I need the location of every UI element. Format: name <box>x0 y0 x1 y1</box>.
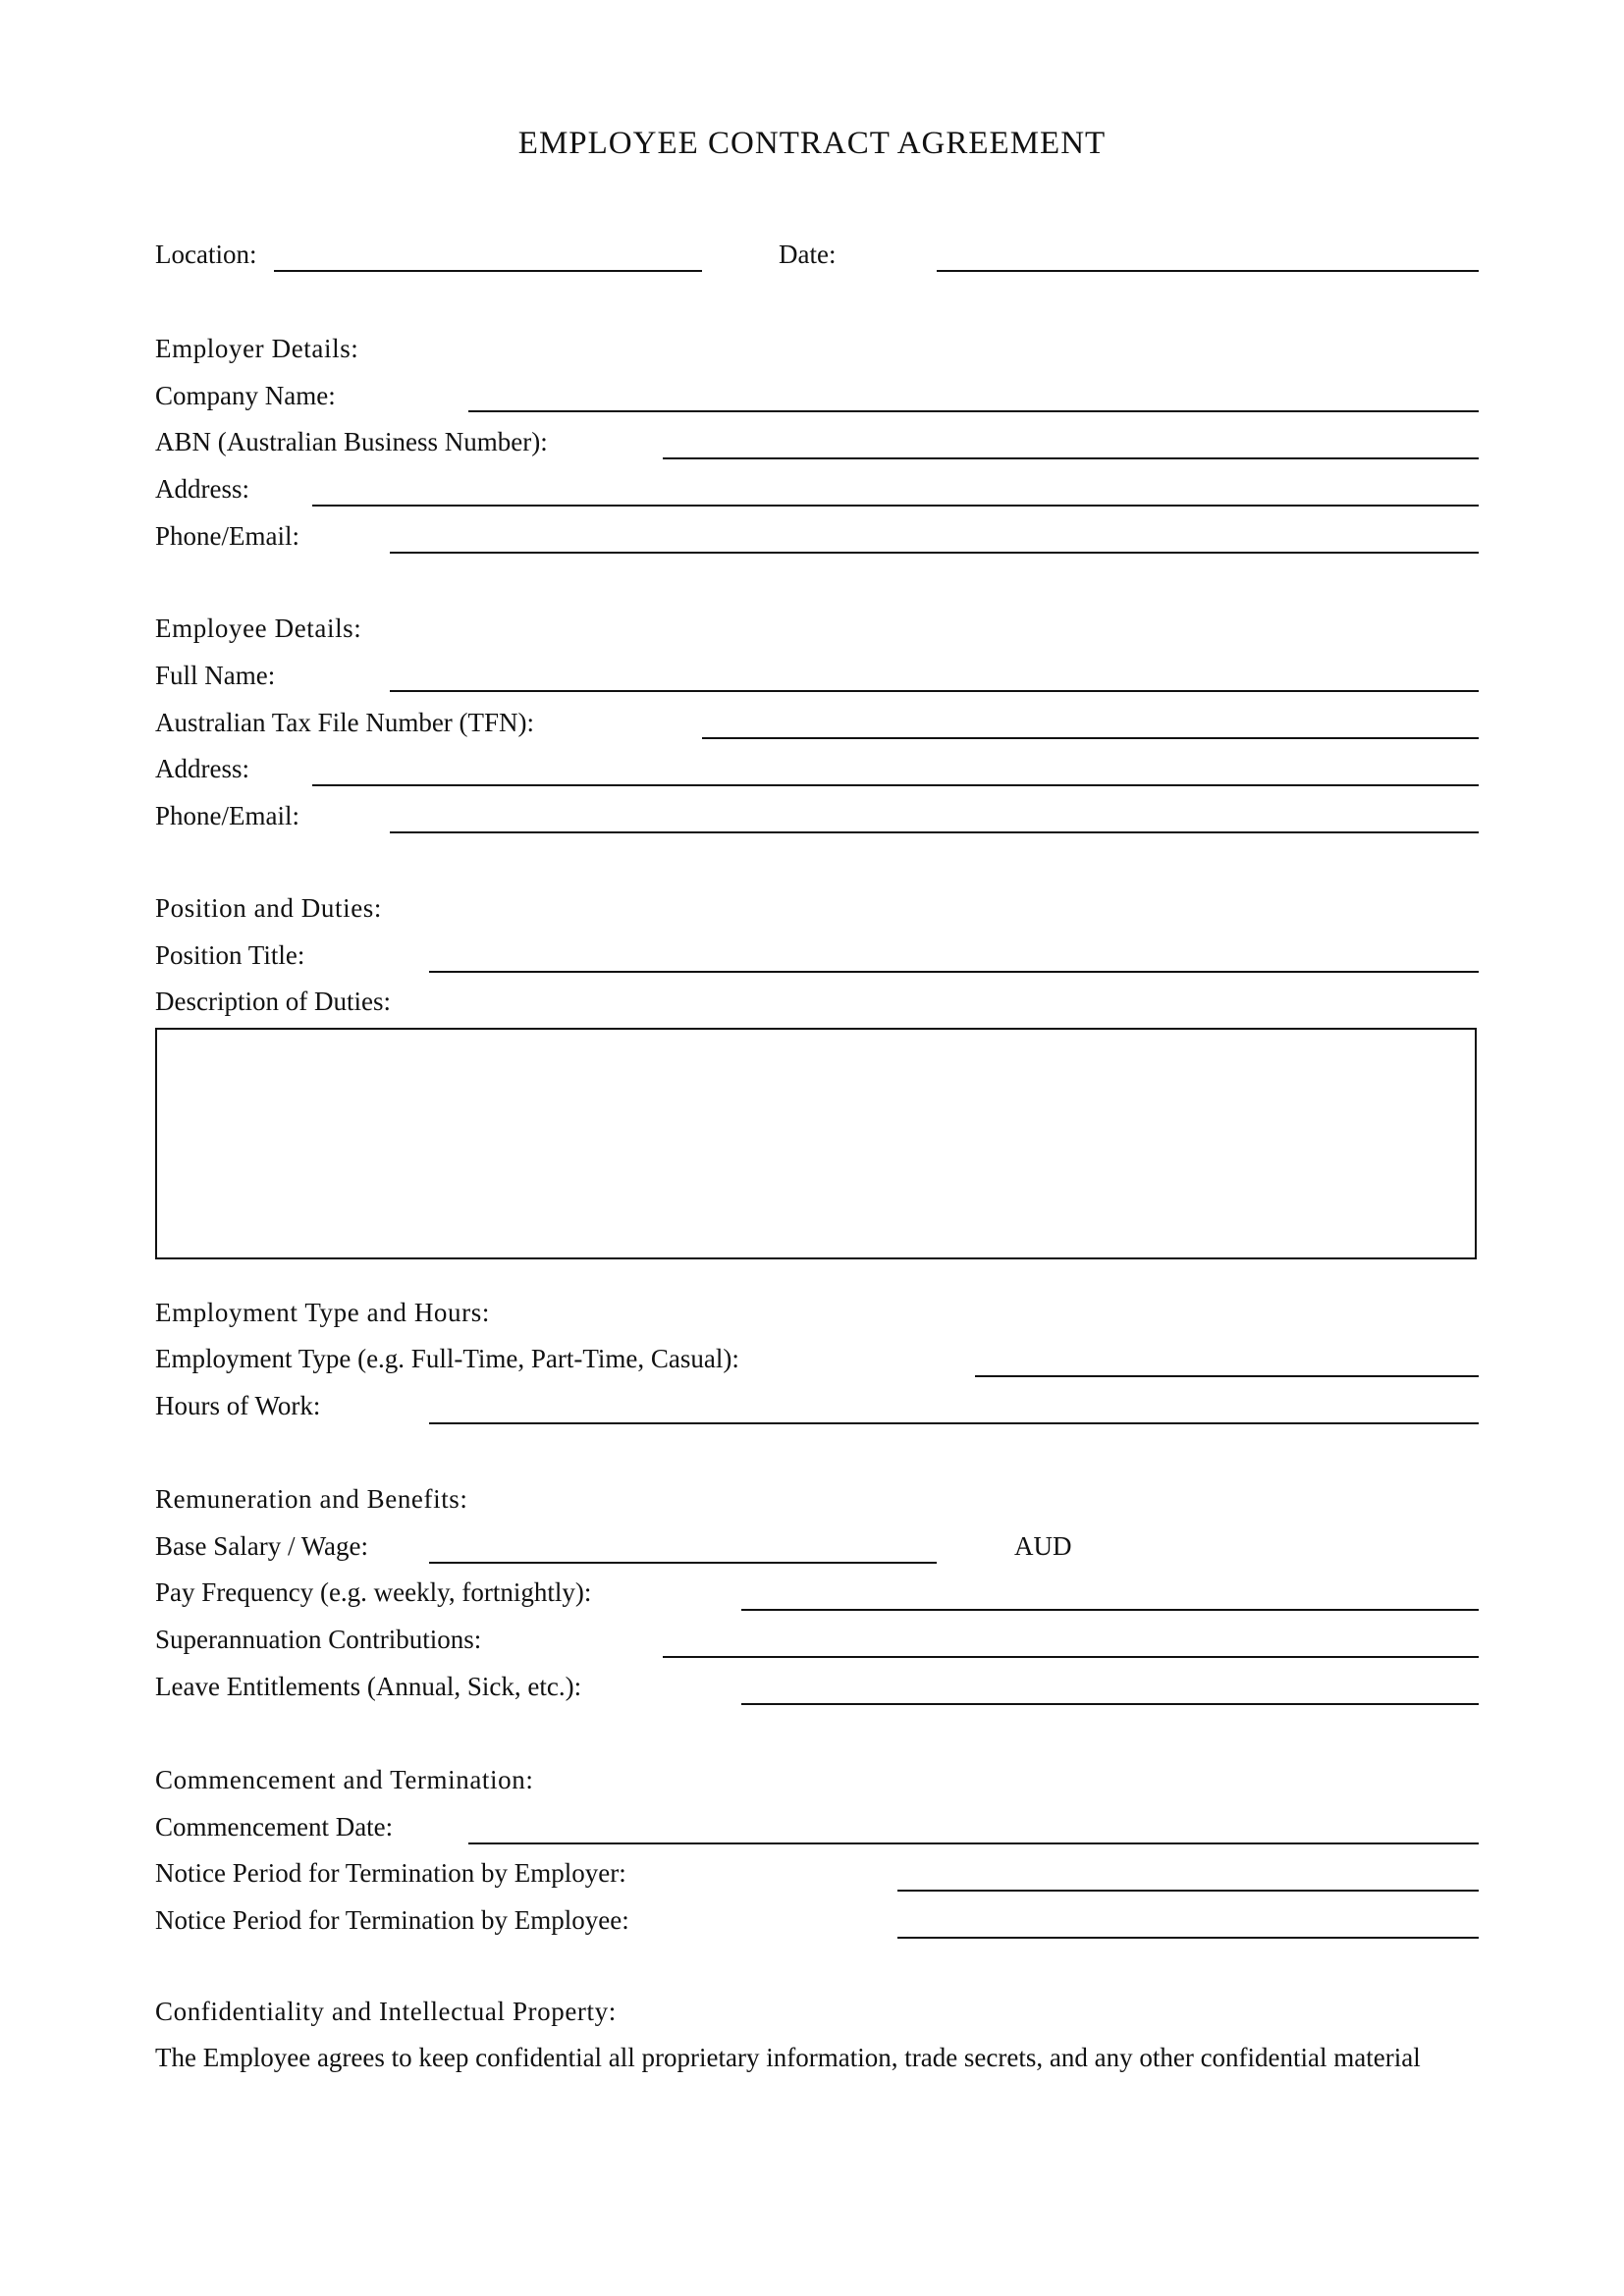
notice-employee-field[interactable] <box>897 1937 1479 1939</box>
location-field[interactable] <box>274 270 702 272</box>
salary-label: Base Salary / Wage: <box>155 1531 369 1561</box>
leave-label: Leave Entitlements (Annual, Sick, etc.): <box>155 1672 582 1701</box>
employment-type-field[interactable] <box>975 1375 1479 1377</box>
duties-text-area[interactable] <box>155 1028 1477 1259</box>
pay-frequency-label: Pay Frequency (e.g. weekly, fortnightly): <box>155 1577 592 1607</box>
currency-label: AUD <box>1014 1531 1072 1561</box>
confidentiality-heading: Confidentiality and Intellectual Property: <box>155 1997 617 2026</box>
company-name-field[interactable] <box>468 410 1479 412</box>
pay-frequency-field[interactable] <box>741 1609 1479 1611</box>
tfn-label: Australian Tax File Number (TFN): <box>155 708 535 737</box>
company-name-label: Company Name: <box>155 381 336 410</box>
notice-employee-label: Notice Period for Termination by Employee: <box>155 1905 629 1935</box>
commencement-date-label: Commencement Date: <box>155 1812 394 1842</box>
document-title: EMPLOYEE CONTRACT AGREEMENT <box>517 126 1107 161</box>
employment-type-label: Employment Type (e.g. Full-Time, Part-Time, Casual): <box>155 1344 739 1373</box>
employer-phone-email-label: Phone/Email: <box>155 521 299 551</box>
tfn-field[interactable] <box>702 737 1479 739</box>
position-title-label: Position Title: <box>155 940 305 970</box>
employer-address-field[interactable] <box>312 505 1479 507</box>
full-name-field[interactable] <box>390 690 1479 692</box>
employee-phone-email-field[interactable] <box>390 831 1479 833</box>
date-field[interactable] <box>937 270 1479 272</box>
employee-details-heading: Employee Details: <box>155 614 362 643</box>
remuneration-heading: Remuneration and Benefits: <box>155 1484 468 1514</box>
leave-field[interactable] <box>741 1703 1479 1705</box>
notice-employer-label: Notice Period for Termination by Employer: <box>155 1858 626 1888</box>
notice-employer-field[interactable] <box>897 1890 1479 1892</box>
duties-label: Description of Duties: <box>155 987 391 1016</box>
employee-address-field[interactable] <box>312 784 1479 786</box>
employer-address-label: Address: <box>155 474 249 504</box>
employer-phone-email-field[interactable] <box>390 552 1479 554</box>
abn-label: ABN (Australian Business Number): <box>155 427 548 456</box>
full-name-label: Full Name: <box>155 661 276 690</box>
position-duties-heading: Position and Duties: <box>155 893 383 923</box>
commencement-date-field[interactable] <box>468 1842 1479 1844</box>
commencement-heading: Commencement and Termination: <box>155 1765 534 1794</box>
date-label: Date: <box>779 240 837 269</box>
employee-phone-email-label: Phone/Email: <box>155 801 299 830</box>
hours-label: Hours of Work: <box>155 1391 321 1420</box>
employer-details-heading: Employer Details: <box>155 334 359 363</box>
location-label: Location: <box>155 240 257 269</box>
hours-field[interactable] <box>429 1422 1479 1424</box>
position-title-field[interactable] <box>429 971 1479 973</box>
abn-field[interactable] <box>663 457 1479 459</box>
salary-field[interactable] <box>429 1562 937 1564</box>
confidentiality-text: The Employee agrees to keep confidential all proprietary information, trade secrets, and any other confidential material <box>155 2043 1421 2072</box>
employment-type-heading: Employment Type and Hours: <box>155 1298 490 1327</box>
employee-address-label: Address: <box>155 754 249 783</box>
superannuation-label: Superannuation Contributions: <box>155 1625 482 1654</box>
superannuation-field[interactable] <box>663 1656 1479 1658</box>
